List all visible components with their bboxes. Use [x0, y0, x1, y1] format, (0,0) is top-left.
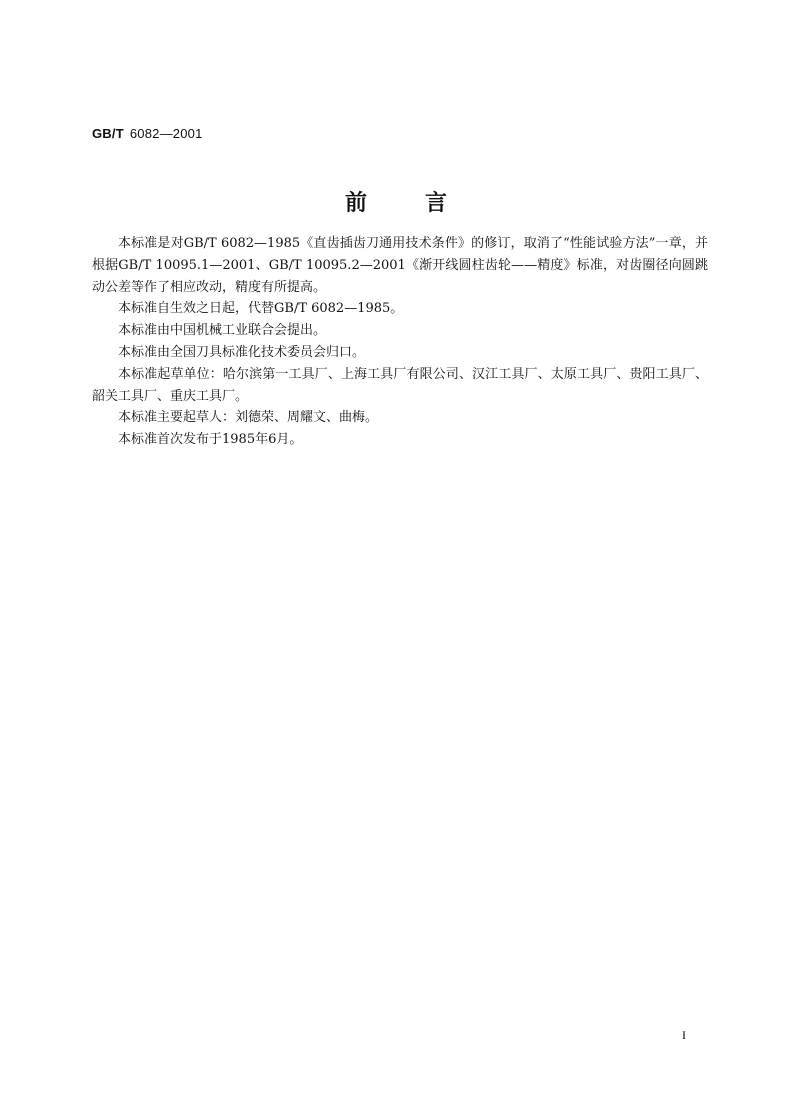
foreword-body [92, 233, 708, 451]
standard-number: 6082—2001 [129, 126, 203, 141]
standard-code: GB/T [92, 126, 124, 141]
page-title: 前言 [344, 190, 505, 216]
paragraph-drafting-units: 本标准起草单位：哈尔滨第一工具厂、上海工具厂有限公司、汉江工具厂、太原工具厂、贵阳工具厂、韶关工具厂、重庆工具厂。 [92, 366, 708, 404]
paragraph-drafters: 本标准主要起草人：刘德荣、周耀文、曲梅。 [118, 410, 379, 426]
document-header [92, 126, 203, 141]
paragraph-replaces: 本标准自生效之日起，代替GB/T 6082—1985。 [118, 301, 404, 317]
paragraph-first-published: 本标准首次发布于1985年6月。 [118, 432, 303, 448]
page-number: I [682, 1028, 686, 1042]
paragraph-centralized-by: 本标准由全国刀具标准化技术委员会归口。 [118, 344, 366, 360]
paragraph-proposed-by: 本标准由中国机械工业联合会提出。 [118, 323, 327, 339]
paragraph-revision: 本标准是对GB/T 6082—1985《直齿插齿刀通用技术条件》的修订，取消了“性能试验方法”一章，并根据GB/T 10095.1—2001、GB/T 10095.2—2001《渐开线圆柱齿轮——精度》标准，对齿圈径向圆跳动公差等作了相应改动，精度有所提高。 [92, 236, 708, 295]
